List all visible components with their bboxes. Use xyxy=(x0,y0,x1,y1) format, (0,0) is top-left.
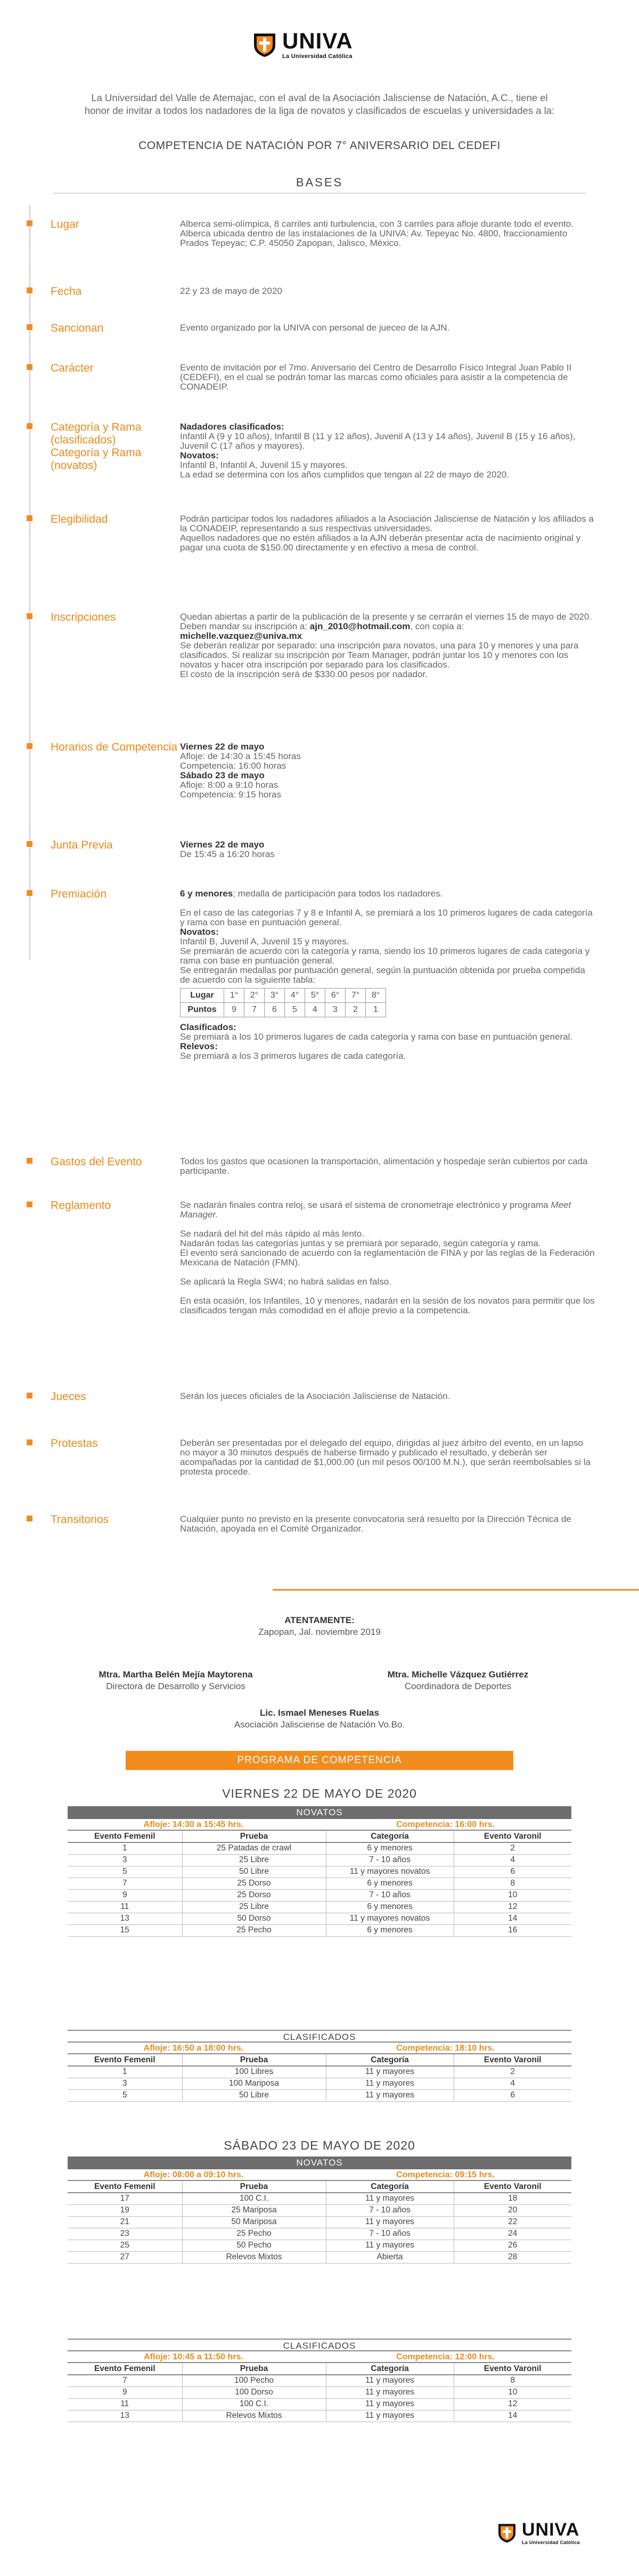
table-cell: 10 xyxy=(454,2386,571,2398)
section-text: Infantil B, Infantil A, Juvenil 15 y mayores. xyxy=(180,460,348,470)
univa-shield-icon xyxy=(251,31,278,58)
subheading: Clasificados: xyxy=(180,1022,236,1032)
section-text: , con copia a: xyxy=(410,621,464,631)
section-label: Elegibilidad xyxy=(51,513,108,525)
section-text: Afloje: 8:00 a 9:10 horas xyxy=(180,780,278,790)
table-cell: 12 xyxy=(454,1901,571,1913)
subheading: Viernes 22 de mayo xyxy=(180,840,265,850)
table-cell: 50 Mariposa xyxy=(182,2216,326,2228)
section-label: Carácter xyxy=(51,362,94,374)
signer-name: Mtra. Michelle Vázquez Gutiérrez xyxy=(387,1669,529,1680)
univa-logo-footer xyxy=(496,2521,580,2545)
table-cell: 6 xyxy=(454,2089,571,2101)
table-cell: 11 y mayores xyxy=(326,2375,454,2386)
section-text: Se nadará del hit del más rápido al más lento. xyxy=(180,1229,364,1239)
signature-2 xyxy=(351,1669,564,1692)
brand-tagline: La Universidad Católica xyxy=(522,2540,580,2545)
schedule-table-clasificados-day2 xyxy=(68,2339,571,2422)
table-cell: 11 y mayores xyxy=(326,2066,454,2078)
section-label: Sancionan xyxy=(51,322,104,334)
table-cell: 25 xyxy=(68,2240,182,2251)
table-cell: 100 Libres xyxy=(182,2066,326,2078)
bullet-square-icon xyxy=(27,1158,32,1164)
bullet-square-icon xyxy=(27,423,32,429)
table-cell: 9 xyxy=(68,2386,182,2398)
section-label: Fecha xyxy=(51,285,82,298)
bullet-square-icon xyxy=(27,890,32,896)
section-text: 22 y 23 de mayo de 2020 xyxy=(180,286,282,296)
section-text: Cualquier punto no previsto en la presente convocatoria será resuelto por la Dirección Técnica de Natación, apoyada en el Comité Organizador. xyxy=(180,1514,571,1534)
schedule-table-novatos-day1 xyxy=(68,1806,571,1937)
signature-3 xyxy=(186,1707,453,1731)
place-cell: 2° xyxy=(244,989,265,1003)
section-text: Se premiarán de acuerdo con la categoría y rama, siendo los 10 primeros lugares de cada categoría y rama con base en puntuación general. xyxy=(180,946,590,966)
place-cell: 4° xyxy=(285,989,305,1003)
section-text: Se entregarán medallas por puntuación general, según la puntuación obtenida por prueba competida de acuerdo con la siguiente tabla: xyxy=(180,965,585,985)
table-header: CLASIFICADOS xyxy=(68,2030,571,2043)
table-cell: 100 C.I. xyxy=(182,2398,326,2410)
section-label: Jueces xyxy=(51,1390,86,1403)
table-cell: 7 - 10 años xyxy=(326,2228,454,2240)
place-cell: 8° xyxy=(366,989,386,1003)
table-cell: 100 Mariposa xyxy=(182,2078,326,2089)
table-row xyxy=(68,2251,571,2263)
section-text: Deben mandar su inscripción a: xyxy=(180,621,310,631)
section-text: El evento será sancionado de acuerdo con la reglamentación de FINA y por las reglas de la Federación Mexicana de Natación (FMN). xyxy=(180,1248,595,1268)
section-text: En el caso de las categorías 7 y 8 e Infantil A, se premiará a los 10 primeros lugares de cada categoría y rama con base en puntuación general. xyxy=(180,908,593,927)
signer-role: Coordinadora de Deportes xyxy=(404,1681,512,1691)
col-header: Evento Femenil xyxy=(68,2181,182,2193)
table-header: NOVATOS xyxy=(68,1806,571,1819)
points-cell: 9 xyxy=(224,1003,244,1017)
table-row xyxy=(68,1889,571,1901)
signer-role: Directora de Desarrollo y Servicios xyxy=(106,1681,245,1691)
table-cell: 3 xyxy=(68,1854,182,1866)
table-cell: 6 y menores xyxy=(326,1878,454,1889)
table-cell: 27 xyxy=(68,2251,182,2263)
section-text: De 15:45 a 16:20 horas xyxy=(180,849,275,859)
section-text: Se premiará a los 10 primeros lugares de cada categoría y rama con base en puntuación general. xyxy=(180,1032,573,1042)
table-cell: Abierta xyxy=(326,2251,454,2263)
table-cell: 25 Libre xyxy=(182,1901,326,1913)
schedule-table-novatos-day2 xyxy=(68,2157,571,2264)
section-text: Infantil A (9 y 10 años), Infantil B (11 y 12 años), Juvenil A (13 y 14 años), Juvenil B (15 y 16 años), Juvenil C (17 años y mayores). xyxy=(180,431,576,451)
table-cell: 7 xyxy=(68,2375,182,2386)
table-row xyxy=(68,1854,571,1866)
bases-title: BASES xyxy=(296,176,343,189)
section-label: Protestas xyxy=(51,1437,98,1450)
table-cell: 11 y mayores xyxy=(326,2386,454,2398)
place-cell: 3° xyxy=(265,989,285,1003)
table-cell: 11 y mayores xyxy=(326,2078,454,2089)
table-cell: 28 xyxy=(454,2251,571,2263)
section-text: Serán los jueces oficiales de la Asociación Jalisciense de Natación. xyxy=(180,1391,450,1401)
section-text: Evento de invitación por el 7mo. Aniversario del Centro de Desarrollo Físico Integral Juan Pablo II (CEDEFI), en el cual se podrán tomar las marcas como oficiales para asistir a la competencia de CONADEIP. xyxy=(180,363,572,392)
subheading: Novatos: xyxy=(180,927,219,937)
table-cell: 13 xyxy=(68,2410,182,2422)
section-label: Gastos del Evento xyxy=(51,1156,142,1168)
points-cell: 7 xyxy=(244,1003,265,1017)
section-text: En esta ocasión, los Infantiles, 10 y menores, nadarán en la sesión de los novatos para permitir que los clasificados tengan más comodidad en el afloje previo a la competencia. xyxy=(180,1296,595,1315)
competition-time: Competencia: 12:00 hrs. xyxy=(396,2352,495,2361)
table-cell: 11 y mayores xyxy=(326,2089,454,2101)
table-cell: 25 Dorso xyxy=(182,1878,326,1889)
warmup-time: Afloje: 14:30 a 15:45 hrs. xyxy=(143,1820,244,1829)
univa-logo xyxy=(251,30,353,60)
brand-name: UNIVA xyxy=(282,28,353,53)
table-cell: 18 xyxy=(454,2193,571,2204)
section-label: Reglamento xyxy=(51,1199,111,1212)
table-cell: 6 xyxy=(454,1866,571,1878)
table-cell: 100 Pecho xyxy=(182,2375,326,2386)
table-cell: 50 Dorso xyxy=(182,1913,326,1924)
table-cell: 100 Dorso xyxy=(182,2386,326,2398)
table-cell: 20 xyxy=(454,2204,571,2216)
section-label: Horarios de Competencia xyxy=(51,741,178,753)
table-cell: 6 y menores xyxy=(326,1924,454,1936)
event-title: COMPETENCIA DE NATACIÓN POR 7° ANIVERSARIO DEL CEDEFI xyxy=(138,139,501,152)
col-header: Prueba xyxy=(182,2363,326,2375)
col-header: Categoría xyxy=(326,2181,454,2193)
table-cell: 11 y mayores xyxy=(326,2410,454,2422)
bullet-square-icon xyxy=(27,1516,32,1521)
section-label: Transitorios xyxy=(51,1513,109,1526)
col-header: Evento Femenil xyxy=(68,1831,182,1842)
table-cell: 15 xyxy=(68,1924,182,1936)
table-cell: 4 xyxy=(454,2078,571,2089)
section-label: Junta Previa xyxy=(51,839,113,851)
table-header: NOVATOS xyxy=(68,2157,571,2169)
col-header: Categoría xyxy=(326,2054,454,2066)
table-cell: 8 xyxy=(454,2375,571,2386)
table-cell: 11 y mayores xyxy=(326,2398,454,2410)
bullet-square-icon xyxy=(27,841,32,847)
section-text: Deberán ser presentadas por el delegado del equipo, dirigidas al juez árbitro del evento, en un lapso no mayor a 30 minutos después de haberse firmado y publicado el resultado, y deberán ser acompañadas por la cantidad de $1,000.00 (un mil pesos 00/100 M.N.), que serán reembolsables si la protesta procede. xyxy=(180,1438,591,1477)
section-text: La edad se determina con los años cumplidos que tengan al 22 de mayo de 2020. xyxy=(180,470,510,480)
signer-role: Asociación Jalisciense de Natación Vo.Bo. xyxy=(234,1719,405,1730)
table-cell: 7 - 10 años xyxy=(326,1854,454,1866)
signature-1 xyxy=(69,1669,282,1692)
section-text: Se aplicará la Regla SW4; no habrá salidas en falso. xyxy=(180,1277,391,1287)
col-header: Prueba xyxy=(182,2054,326,2066)
section-text: Alberca ubicada dentro de las instalaciones de la UNIVA: Av. Tepeyac No. 4800, fraccionamiento Prados Tepeyac; C.P. 45050 Zapopan, Jalisco, México. xyxy=(180,228,568,248)
table-header: CLASIFICADOS xyxy=(68,2339,571,2351)
table-cell: 19 xyxy=(68,2204,182,2216)
section-text: Nadarán todas las categorías juntas y se premiará por separado, según categoría y rama. xyxy=(180,1238,541,1248)
table-cell: 17 xyxy=(68,2193,182,2204)
day-title: VIERNES 22 DE MAYO DE 2020 xyxy=(222,1787,417,1800)
table-row xyxy=(68,1901,571,1913)
section-text: Alberca semi-olímpica, 8 carriles anti turbulencia, con 3 carriles para afloje durante todo el evento. xyxy=(180,219,574,229)
competition-time: Competencia: 18:10 hrs. xyxy=(396,2044,495,2053)
table-cell: 50 Libre xyxy=(182,2089,326,2101)
col-header: Categoría xyxy=(326,1831,454,1842)
signer-name: Lic. Ismael Meneses Ruelas xyxy=(260,1708,379,1718)
col-header: Evento Varonil xyxy=(454,1831,571,1842)
table-cell: 1 xyxy=(68,2066,182,2078)
orange-divider xyxy=(273,1589,639,1591)
divider xyxy=(53,193,586,194)
points-cell: 6 xyxy=(265,1003,285,1017)
section-label: Lugar xyxy=(51,218,79,231)
table-row xyxy=(68,2240,571,2251)
table-cell: Relevos Mixtos xyxy=(182,2251,326,2263)
section-text: Afloje: de 14:30 a 15:45 horas xyxy=(180,751,301,761)
section-text: Todos los gastos que ocasionen la transportación, alimentación y hospedaje serán cubiertos por cada participante. xyxy=(180,1156,588,1176)
subheading: Sábado 23 de mayo xyxy=(180,770,265,780)
table-cell: 9 xyxy=(68,1889,182,1901)
points-cell: 4 xyxy=(305,1003,325,1017)
table-cell: 11 y mayores xyxy=(326,2216,454,2228)
col-header: Evento Varonil xyxy=(454,2054,571,2066)
closing-word: ATENTAMENTE: xyxy=(284,1615,355,1625)
table-cell: 23 xyxy=(68,2228,182,2240)
program-banner: PROGRAMA DE COMPETENCIA xyxy=(126,1751,513,1770)
subheading: Nadadores clasificados: xyxy=(180,422,284,432)
table-row xyxy=(68,1913,571,1924)
section-text: Evento organizado por la UNIVA con personal de jueceo de la AJN. xyxy=(180,323,450,333)
section-text: Quedan abiertas a partir de la publicación de la presente y se cerrarán el viernes 15 de mayo de 2020. xyxy=(180,612,592,622)
competition-time: Competencia: 16:00 hrs. xyxy=(396,1820,495,1829)
table-cell: 22 xyxy=(454,2216,571,2228)
table-cell: 7 - 10 años xyxy=(326,2204,454,2216)
table-cell: 11 y mayores novatos xyxy=(326,1913,454,1924)
warmup-time: Afloje: 16:50 a 18:00 hrs. xyxy=(143,2044,244,2053)
place-cell: 5° xyxy=(305,989,325,1003)
section-text: Competencia: 9:15 horas xyxy=(180,789,281,800)
bullet-square-icon xyxy=(27,613,32,619)
col-header: Evento Femenil xyxy=(68,2363,182,2375)
table-cell: 6 y menores xyxy=(326,1901,454,1913)
section-text: Se premiará a los 3 primeros lugares de cada categoría. xyxy=(180,1051,406,1061)
table-cell: 3 xyxy=(68,2078,182,2089)
section-text: Podrán participar todos los nadadores afiliados a la Asociación Jalisciense de Natación y los afiliados a la CONADEIP, representando a sus respectivas universidades. xyxy=(180,514,594,533)
place-cell: 6° xyxy=(325,989,346,1003)
table-cell: 16 xyxy=(454,1924,571,1936)
table-cell: 4 xyxy=(454,1854,571,1866)
table-cell: 6 y menores xyxy=(326,1842,454,1854)
subheading: 6 y menores xyxy=(180,888,233,899)
software-name: Meet Manager. xyxy=(180,1200,571,1220)
table-cell: 5 xyxy=(68,2089,182,2101)
points-table-header: Lugar xyxy=(181,989,224,1003)
col-header: Prueba xyxy=(182,1831,326,1842)
email-link[interactable]: ajn_2010@hotmail.com xyxy=(309,621,411,631)
table-cell: 50 Libre xyxy=(182,1866,326,1878)
table-cell: 25 Libre xyxy=(182,1854,326,1866)
table-cell: 25 Pecho xyxy=(182,1924,326,1936)
table-cell: 8 xyxy=(454,1878,571,1889)
table-cell: 7 xyxy=(68,1878,182,1889)
table-row xyxy=(68,2228,571,2240)
table-cell: 13 xyxy=(68,1913,182,1924)
table-cell: 25 Mariposa xyxy=(182,2204,326,2216)
section-label: Inscripciones xyxy=(51,611,116,623)
brand-name: UNIVA xyxy=(522,2520,580,2540)
points-table xyxy=(180,988,386,1017)
table-cell: 1 xyxy=(68,1842,182,1854)
brand-tagline: La Universidad Católica xyxy=(282,53,353,60)
col-header: Evento Varonil xyxy=(454,2181,571,2193)
table-cell: 25 Patadas de crawl xyxy=(182,1842,326,1854)
warmup-time: Afloje: 10:45 a 11:50 hrs. xyxy=(144,2352,243,2361)
subheading: Relevos: xyxy=(180,1041,218,1051)
section-text: Infantil B, Juvenil A, Juvenil 15 y mayores. xyxy=(180,936,349,947)
bullet-square-icon xyxy=(27,287,32,293)
table-cell: 11 y mayores xyxy=(326,2240,454,2251)
univa-shield-icon xyxy=(496,2522,518,2544)
place-cell: 1° xyxy=(224,989,244,1003)
signer-name: Mtra. Martha Belén Mejía Maytorena xyxy=(99,1669,253,1680)
bullet-square-icon xyxy=(27,324,32,330)
table-cell: 7 - 10 años xyxy=(326,1889,454,1901)
schedule-table-clasificados-day1 xyxy=(68,2030,571,2102)
section-text: Aquellos nadadores que no estén afiliados a la AJN deberán presentar acta de nacimiento original y pagar una cuota de $150.00 directamente y en efectivo a mesa de control. xyxy=(180,533,581,553)
table-cell: 11 xyxy=(68,2398,182,2410)
table-cell: 11 xyxy=(68,1901,182,1913)
section-label: Categoría y Rama (novatos) xyxy=(51,447,142,472)
table-cell: 12 xyxy=(454,2398,571,2410)
table-row xyxy=(68,2089,571,2101)
points-cell: 3 xyxy=(325,1003,346,1017)
col-header: Prueba xyxy=(182,2181,326,2193)
table-cell: 5 xyxy=(68,1866,182,1878)
bullet-square-icon xyxy=(27,220,32,226)
closing-place: Zapopan, Jal. noviembre 2019 xyxy=(258,1627,381,1637)
section-text: El costo de la inscripción será de $330.00 pesos por nadador. xyxy=(180,669,428,679)
table-row xyxy=(68,2078,571,2089)
points-cell: 1 xyxy=(366,1003,386,1017)
col-header: Evento Varonil xyxy=(454,2363,571,2375)
table-cell: 25 Dorso xyxy=(182,1889,326,1901)
subheading: Novatos: xyxy=(180,450,219,460)
table-cell: 14 xyxy=(454,1913,571,1924)
closing xyxy=(240,1615,399,1638)
table-cell: 21 xyxy=(68,2216,182,2228)
col-header: Evento Femenil xyxy=(68,2054,182,2066)
col-header: Categoría xyxy=(326,2363,454,2375)
table-row xyxy=(68,1842,571,1854)
table-cell: 2 xyxy=(454,1842,571,1854)
table-cell: 11 y mayores xyxy=(326,2193,454,2204)
table-cell: 50 Pecho xyxy=(182,2240,326,2251)
bullet-square-icon xyxy=(27,743,32,749)
day-title: SÁBADO 23 DE MAYO DE 2020 xyxy=(224,2138,415,2152)
section-text: Se deberán realizar por separado: una inscripción para novatos, una para 10 y menores y una para clasificados. Si realizar su inscripción por Team Manager, podrán juntar los 10 y menores con los novatos y hacer otra inscripción por separado para los clasificados. xyxy=(180,640,579,670)
place-cell: 7° xyxy=(346,989,366,1003)
bullet-square-icon xyxy=(27,364,32,370)
table-row xyxy=(68,2193,571,2204)
section-text: Competencia: 16:00 horas xyxy=(180,761,286,771)
email-link[interactable]: michelle.vazquez@univa.mx xyxy=(180,631,302,641)
table-cell: 24 xyxy=(454,2228,571,2240)
competition-time: Competencia: 09:15 hrs. xyxy=(396,2170,495,2179)
table-row xyxy=(68,1866,571,1878)
points-cell: 5 xyxy=(285,1003,305,1017)
table-row xyxy=(68,1924,571,1936)
table-cell: 11 y mayores novatos xyxy=(326,1866,454,1878)
section-text: ; medalla de participación para todos los nadadores. xyxy=(233,888,443,899)
table-row xyxy=(68,2375,571,2386)
section-label: Categoría y Rama (clasificados) xyxy=(51,421,142,446)
table-row xyxy=(68,2216,571,2228)
table-row xyxy=(68,2066,571,2078)
section-text: Se nadarán finales contra reloj, se usará el sistema de cronometraje electrónico y programa xyxy=(180,1200,551,1210)
table-cell: Relevos Mixtos xyxy=(182,2410,326,2422)
table-row xyxy=(68,2410,571,2422)
bullet-square-icon xyxy=(27,1393,32,1398)
warmup-time: Afloje: 08:00 a 09:10 hrs. xyxy=(143,2170,244,2179)
bullet-square-icon xyxy=(27,1439,32,1445)
table-row xyxy=(68,2398,571,2410)
table-row xyxy=(68,2386,571,2398)
table-cell: 14 xyxy=(454,2410,571,2422)
points-table-header: Puntos xyxy=(181,1003,224,1017)
bullet-square-icon xyxy=(27,515,32,521)
table-row xyxy=(68,2204,571,2216)
table-cell: 25 Pecho xyxy=(182,2228,326,2240)
points-cell: 2 xyxy=(346,1003,366,1017)
subheading: Viernes 22 de mayo xyxy=(180,742,265,752)
table-cell: 2 xyxy=(454,2066,571,2078)
intro-text: La Universidad del Valle de Atemajac, con el aval de la Asociación Jalisciense de Natación, A.C., tiene el honor de invitar a todos los nadadores de la liga de novatos y clasificados de escuelas y universidades a la: xyxy=(84,92,555,116)
table-row xyxy=(68,1878,571,1889)
table-cell: 26 xyxy=(454,2240,571,2251)
bullet-square-icon xyxy=(27,1201,32,1207)
table-cell: 10 xyxy=(454,1889,571,1901)
section-label: Premiación xyxy=(51,888,107,900)
table-cell: 100 C.I. xyxy=(182,2193,326,2204)
